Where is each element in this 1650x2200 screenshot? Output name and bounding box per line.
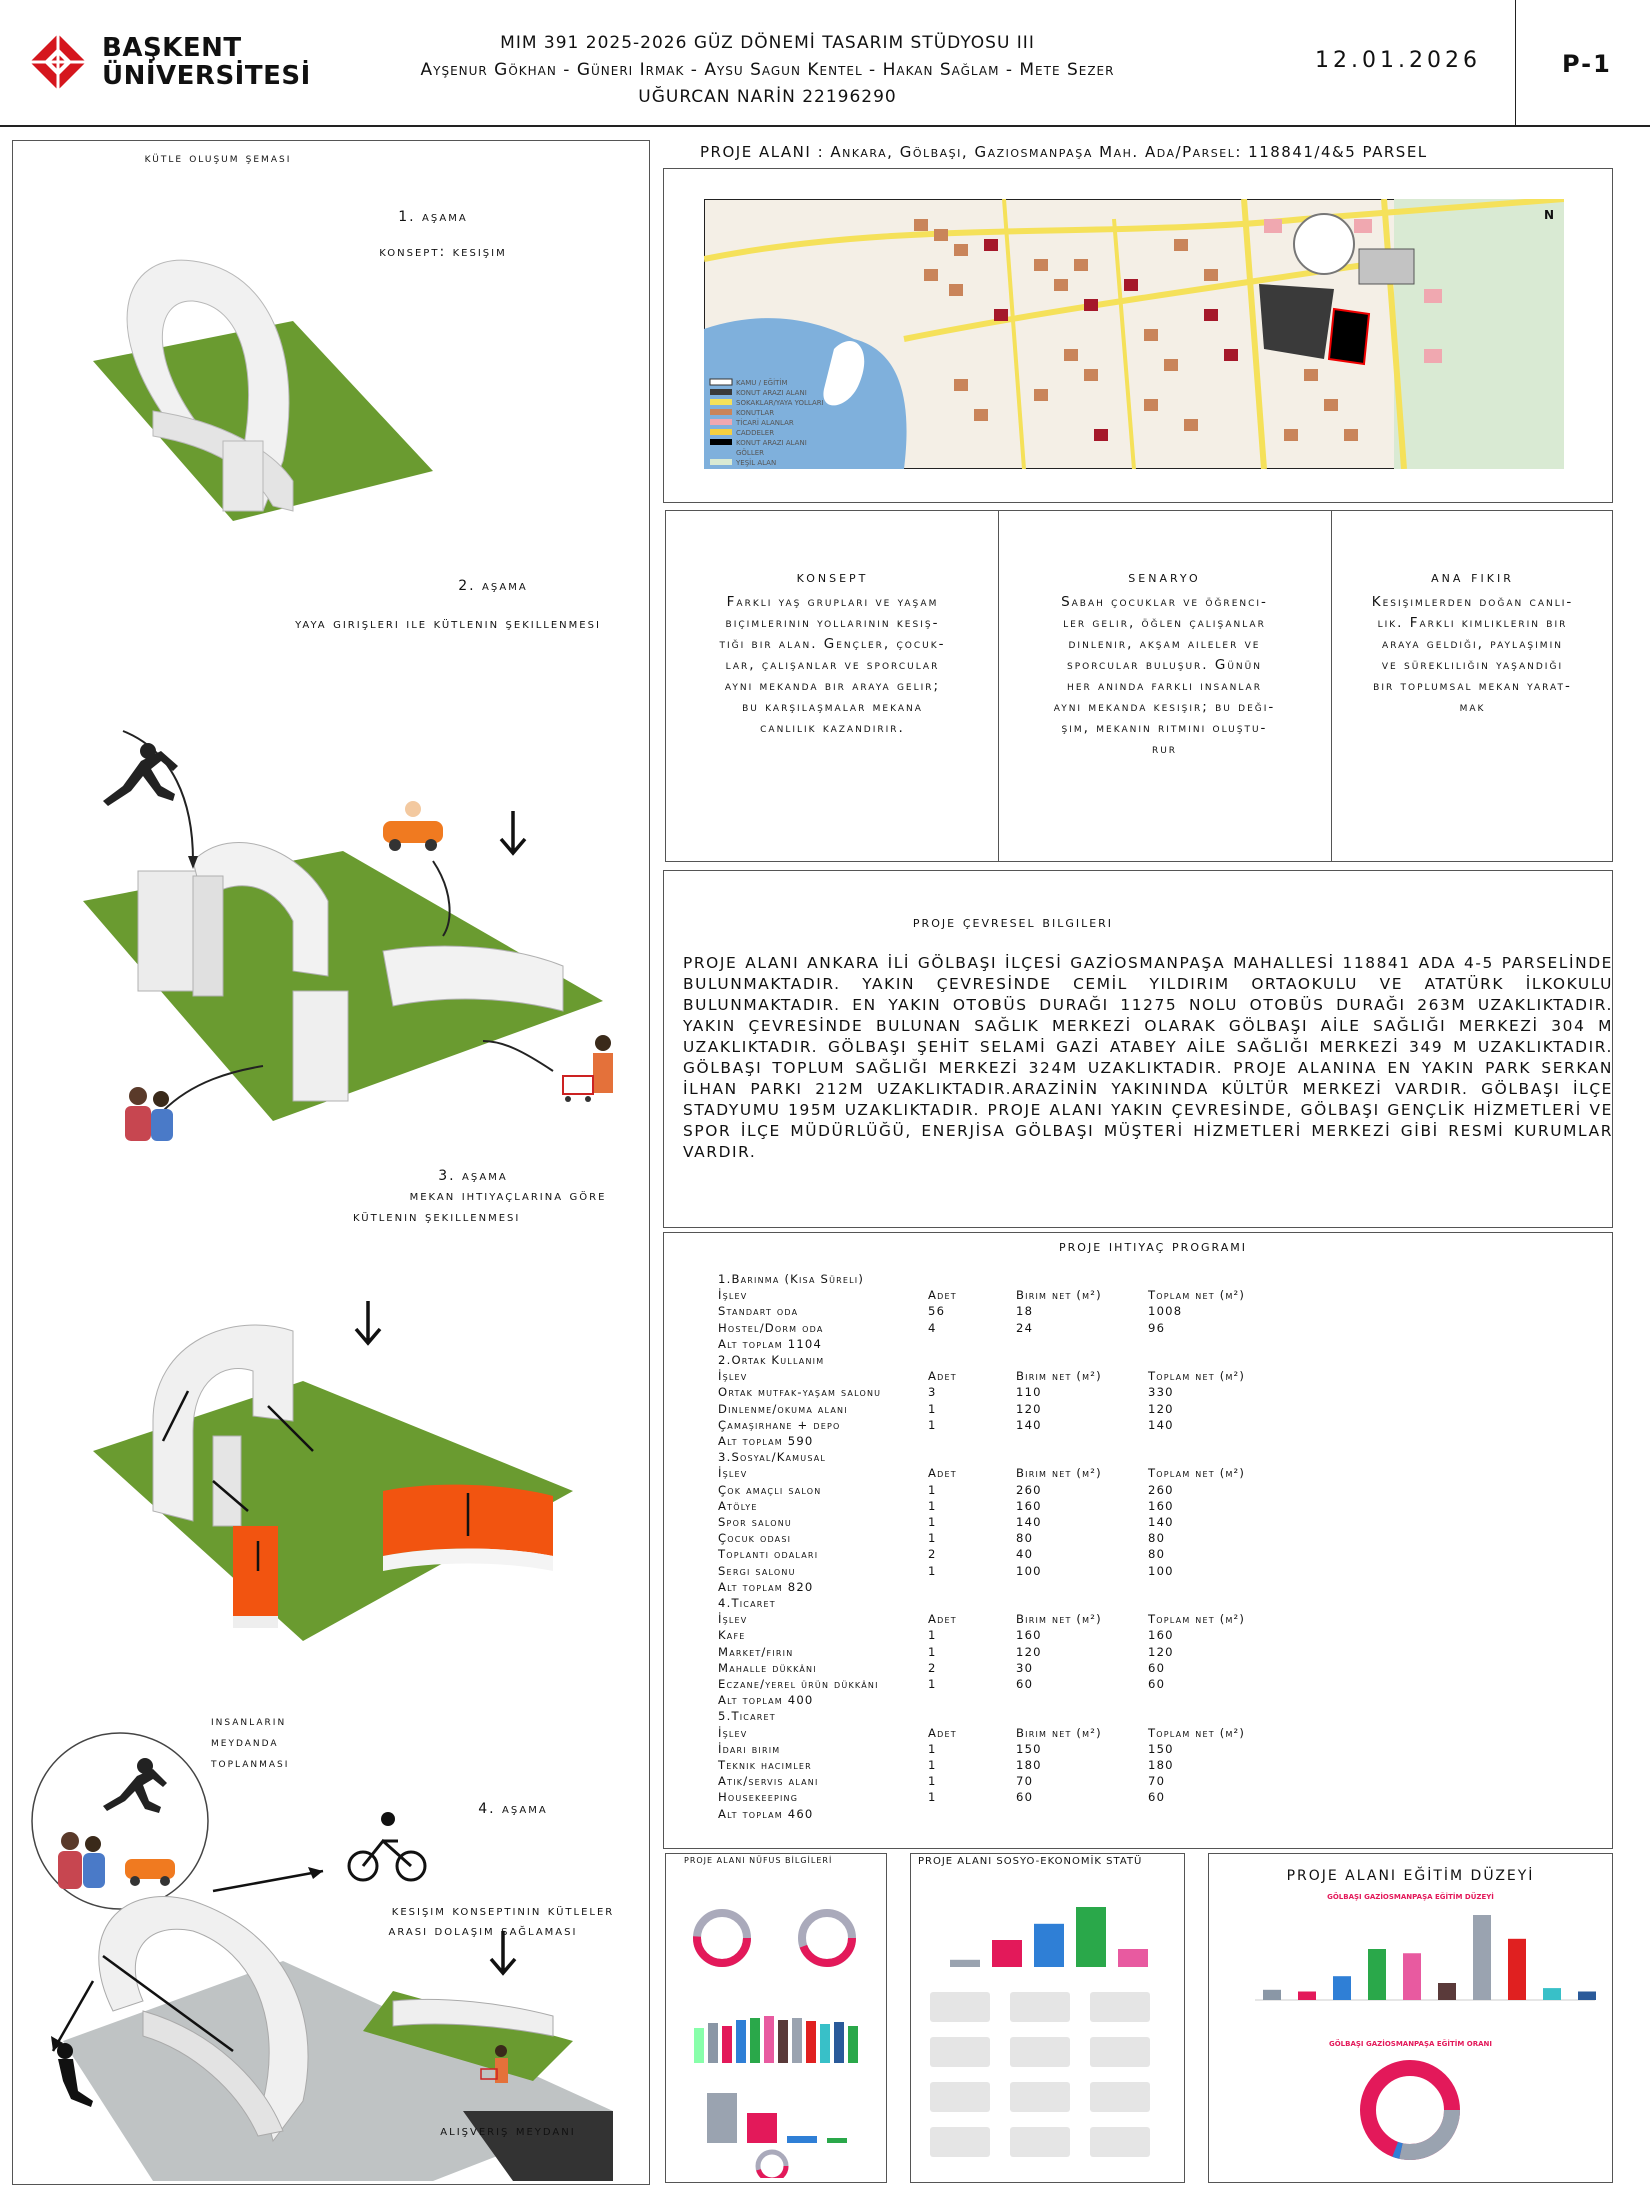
program-cell: 4: [928, 1320, 937, 1335]
university-logo-icon: [18, 32, 100, 92]
program-cell: Standart oda: [718, 1304, 799, 1319]
program-cell: Eczane/yerel ürün dükkânı: [718, 1677, 879, 1691]
program-cell: 80: [1148, 1547, 1166, 1562]
education-bar: [1578, 1992, 1596, 2001]
svg-text:GÖLLER: GÖLLER: [736, 449, 765, 457]
program-cell: İşlev: [718, 1369, 748, 1384]
program-cell: 140: [1016, 1515, 1042, 1529]
program-cell: 1: [928, 1628, 937, 1643]
scenario-text: senaryo Sabah çocuklar ve öğrenci- ler gelir, öğlen çalışanlar dinlenir, akşam aileler ve sporcular buluşur. Günün her anında farklı insanlar aynı mekanda kesişir; bu deği- şim, mekanın ritmini oluştu- rur: [1002, 567, 1327, 760]
program-cell: Kafe: [718, 1628, 746, 1643]
shopping-square-label: alışveriş meydanı: [440, 2123, 576, 2139]
program-cell: 70: [1148, 1774, 1166, 1789]
stage3-title: 3. aşama: [438, 1168, 508, 1184]
svg-text:TİCARİ ALANLAR: TİCARİ ALANLAR: [736, 419, 794, 427]
student-name: UĞURCAN NARİN 22196290: [638, 87, 897, 107]
stage1-model-icon: [53, 211, 493, 541]
program-cell: Alt toplam 1104: [718, 1336, 823, 1351]
program-cell: 120: [1016, 1401, 1042, 1416]
mass-formation-title: kütle oluşum şeması: [144, 151, 292, 166]
program-cell: 1008: [1148, 1304, 1183, 1319]
program-cell: Alt toplam 590: [718, 1434, 814, 1448]
socio-title: PROJE ALANI SOSYO-EKONOMİK STATÜ: [918, 1856, 1143, 1867]
stage2-model-icon: [43, 601, 643, 1161]
program-cell: Toplam net (m²): [1148, 1288, 1246, 1303]
svg-text:YEŞİL ALAN: YEŞİL ALAN: [736, 459, 777, 467]
program-cell: Toplantı odaları: [718, 1547, 819, 1562]
program-cell: 160: [1148, 1628, 1174, 1643]
socio-chart: [920, 1872, 1175, 2177]
education-bar: [1508, 1939, 1526, 2000]
program-cell: 180: [1148, 1758, 1174, 1772]
program-cell: 60: [1148, 1660, 1166, 1675]
socio-bar: [1076, 1907, 1106, 1967]
stage2-subtitle: yaya girişleri ile kütlenin şekillenmesi: [295, 616, 601, 632]
program-cell: Çamaşırhane + depo: [718, 1417, 841, 1432]
program-cell: 70: [1016, 1774, 1034, 1789]
stage3-model-icon: [53, 1221, 613, 1671]
program-cell: Atık/servis alanı: [718, 1774, 819, 1789]
program-cell: İşlev: [718, 1725, 748, 1740]
program-cell: Çok amaçlı salon: [718, 1482, 822, 1497]
header-info: [275, 30, 1260, 111]
program-cell: 18: [1016, 1304, 1034, 1319]
education-bar: [1333, 1976, 1351, 2000]
program-cell: 120: [1148, 1401, 1174, 1416]
environment-text: PROJE ALANI ANKARA İLİ GÖLBAŞI İLÇESİ GAZİOSMANPAŞA MAHALLESİ 118841 ADA 4-5 PARSELİNDE BULUNMAKTADIR. YAKIN ÇEVRESİNDE CEMİL YILDIRIM ORTAOKULU VE ATATÜRK İLKOKULU BULUNMAKTADIR. EN YAKIN OTOBÜS DURAĞI 11275 NOLU OTOBÜS DURAĞI 263M UZAKLIKTADIR. YAKIN ÇEVRESİNDE BULUNAN SAĞLIK MERKEZİ OLARAK GÖLBAŞI AİLE SAĞLIĞI MERKEZİ 304 M UZAKLIKTADIR. GÖLBAŞI ŞEHİT SELAMİ GAZİ ATABEY AİLE SAĞLIĞI MERKEZİ 349 M UZAKLIKTADIR. GÖLBAŞI TOPLUM SAĞLIĞI MERKEZİ 324M UZAKLIKTADIR. PROJE ALANINA EN YAKIN PARK SERKAN İLHAN PARKI 212M UZAKLIKTADIR.ARAZİNİN YAKININDA KÜLTÜR MERKEZİ VARDIR. GÖLBAŞI İLÇE STADYUMU 195M UZAKLIKTADIR. PROJE ALANI YAKIN ÇEVRESİNDE, GÖLBAŞI GENÇLİK HİZMETLERİ VE SPOR İLÇE MÜDÜRLÜĞÜ, ENERJİSA GÖLBAŞI MÜŞTERİ HİZMETLERİ MERKEZİ GİBİ RESMİ KURUMLAR VARDIR.: [683, 954, 1613, 1161]
program-cell: Teknik hacimler: [718, 1758, 812, 1772]
program-cell: 180: [1016, 1758, 1042, 1772]
program-cell: 100: [1148, 1563, 1174, 1578]
education-bar: [1263, 1990, 1281, 2000]
program-cell: Alt toplam 820: [718, 1579, 814, 1594]
program-cell: 150: [1148, 1741, 1174, 1756]
program-cell: Toplam net (m²): [1148, 1725, 1246, 1740]
gathering-text: insanların meydanda toplanması: [211, 1713, 290, 1771]
program-cell: 60: [1016, 1677, 1034, 1691]
program-cell: Alt toplam 400: [718, 1693, 814, 1708]
svg-text:SOKAKLAR/YAYA YOLLARI: SOKAKLAR/YAYA YOLLARI: [736, 399, 824, 407]
program-cell: Ortak mutfak-yaşam salonu: [718, 1385, 882, 1400]
program-cell: 120: [1148, 1644, 1174, 1659]
program-cell: Adet: [928, 1466, 957, 1481]
program-cell: 1: [928, 1417, 937, 1432]
program-cell: 80: [1016, 1531, 1034, 1546]
program-cell: Toplam net (m²): [1148, 1612, 1246, 1627]
program-cell: 1: [928, 1515, 937, 1529]
program-cell: 1: [928, 1531, 937, 1546]
header-divider: [1515, 0, 1516, 125]
education-bar: [1438, 1983, 1456, 2000]
stage4-title: 4. aşama: [478, 1801, 548, 1817]
program-cell: 60: [1016, 1790, 1034, 1805]
program-cell: 30: [1016, 1660, 1034, 1675]
map-legend: [710, 379, 732, 465]
education-bar-chart: [1225, 1905, 1600, 2010]
program-cell: 1: [928, 1563, 937, 1578]
program-cell: Birim net (m²): [1016, 1466, 1102, 1481]
education-bar: [1368, 1949, 1386, 2000]
program-cell: 1: [928, 1677, 937, 1691]
program-cell: 100: [1016, 1563, 1042, 1578]
program-cell: Atölye: [718, 1498, 758, 1513]
program-cell: İşlev: [718, 1612, 748, 1627]
svg-text:KAMU / EĞİTİM: KAMU / EĞİTİM: [736, 379, 788, 387]
program-cell: 140: [1148, 1515, 1174, 1529]
program-cell: 330: [1148, 1385, 1174, 1400]
concept-text: konsept Farklı yaş grupları ve yaşam biçimlerinin yollarının kesiş- tiği bir alan. Gençler, çocuk- lar, çalışanlar ve sporcular aynı mekanda bir araya gelir; bu karşılaşmalar mekana canlılık kazandırır.: [670, 567, 995, 739]
program-cell: 3: [928, 1385, 937, 1400]
program-cell: 96: [1148, 1320, 1166, 1335]
stage4-subtitle1: kesişim konseptinin kütleler: [391, 1903, 615, 1919]
program-cell: 60: [1148, 1790, 1166, 1805]
sheet-number: P-1: [1562, 50, 1612, 78]
education-bar: [1473, 1915, 1491, 2000]
north-label: N: [1544, 208, 1555, 222]
education-pie-title: GÖLBAŞI GAZİOSMANPAŞA EĞİTİM ORANI: [1328, 2040, 1492, 2048]
stage1-subtitle: konsept: kesişim: [379, 244, 507, 260]
program-cell: 1: [928, 1774, 937, 1789]
program-cell: 110: [1016, 1385, 1042, 1400]
main-idea-title: ana fikir: [1431, 568, 1514, 586]
svg-text:KONUTLAR: KONUTLAR: [736, 409, 775, 417]
mass-formation-panel: [12, 140, 650, 2185]
program-cell: 60: [1148, 1677, 1166, 1691]
program-cell: Market/fırın: [718, 1644, 794, 1659]
program-cell: Çocuk odası: [718, 1531, 792, 1546]
education-bar: [1298, 1992, 1316, 2001]
program-cell: Adet: [928, 1725, 957, 1740]
program-cell: 4.Ticaret: [718, 1596, 776, 1610]
main-idea-text: ana fikir Kesişimlerden doğan canlı- lık. Farklı kimliklerin bir araya geldiği, paylaşımın ve sürekliliğin yaşandığı bir toplumsal mekan yarat- mak: [1335, 567, 1610, 718]
program-cell: 80: [1148, 1531, 1166, 1546]
program-cell: Toplam net (m²): [1148, 1369, 1246, 1384]
program-cell: 1: [928, 1790, 937, 1805]
program-cell: Alt toplam 460: [718, 1806, 814, 1821]
program-cell: 1.Barınma (Kısa Süreli): [718, 1272, 865, 1286]
program-cell: Spor salonu: [718, 1515, 792, 1529]
program-cell: Birim net (m²): [1016, 1725, 1102, 1740]
program-cell: 1: [928, 1644, 937, 1659]
population-chart-icon: [672, 1868, 882, 2178]
program-cell: 1: [928, 1401, 937, 1416]
program-cell: 160: [1016, 1628, 1042, 1643]
course-title: MIM 391 2025-2026 GÜZ DÖNEMİ TASARIM STÜDYOSU III: [500, 33, 1035, 53]
instructors: Ayşenur Gökhan - Güneri Irmak - Aysu Sagun Kentel - Hakan Sağlam - Mete Sezer: [420, 60, 1115, 80]
site-title: PROJE ALANI : Ankara, Gölbaşı, Gaziosmanpaşa Mah. Ada/Parsel: 118841/4&5 PARSEL: [700, 143, 1428, 161]
program-cell: 2: [928, 1547, 937, 1562]
program-cell: 160: [1148, 1498, 1174, 1513]
program-cell: 2: [928, 1660, 937, 1675]
stage1-title: 1. aşama: [398, 209, 468, 225]
program-cell: Adet: [928, 1612, 957, 1627]
education-bar: [1403, 1953, 1421, 2000]
program-cell: 2.Ortak Kullanım: [718, 1353, 825, 1367]
stage2-title: 2. aşama: [458, 578, 528, 594]
program-cell: 56: [928, 1304, 946, 1319]
program-cell: 1: [928, 1758, 937, 1772]
program-cell: 160: [1016, 1498, 1042, 1513]
program-cell: İşlev: [718, 1288, 748, 1303]
program-cell: Birim net (m²): [1016, 1288, 1102, 1303]
program-cell: 260: [1148, 1482, 1174, 1497]
population-title: PROJE ALANI NÜFUS BİLGİLERİ: [684, 1856, 833, 1865]
program-cell: Birim net (m²): [1016, 1612, 1102, 1627]
program-title: proje ihtiyaç programı: [1059, 1237, 1247, 1255]
stage4-model-icon: [33, 1781, 633, 2181]
stage4-subtitle2: arası dolaşım sağlaması: [388, 1923, 578, 1939]
svg-text:KONUT ARAZI ALANI: KONUT ARAZI ALANI: [736, 389, 807, 397]
program-cell: Sergi salonu: [718, 1563, 796, 1578]
program-cell: 140: [1148, 1417, 1174, 1432]
program-cell: 1: [928, 1741, 937, 1756]
program-cell: 5.Ticaret: [718, 1709, 776, 1724]
program-cell: 1: [928, 1498, 937, 1513]
program-cell: Adet: [928, 1369, 957, 1384]
program-cell: Toplam net (m²): [1148, 1466, 1246, 1481]
program-cell: 260: [1016, 1482, 1042, 1497]
socio-bar: [992, 1940, 1022, 1967]
stage3-subtitle1: mekan ihtiyaçlarına göre: [409, 1188, 607, 1204]
program-cell: Adet: [928, 1288, 957, 1303]
date: 12.01.2026: [1315, 48, 1481, 73]
university-name: BAŞKENT ÜNİVERSİTESİ: [102, 33, 311, 91]
program-cell: Dinlenme/okuma alanı: [718, 1401, 848, 1416]
socio-bar: [1118, 1949, 1148, 1967]
program-cell: 120: [1016, 1644, 1042, 1659]
program-cell: Birim net (m²): [1016, 1369, 1102, 1384]
program-cell: Hostel/Dorm oda: [718, 1320, 824, 1335]
socio-bar: [950, 1960, 980, 1967]
program-cell: 3.Sosyal/Kamusal: [718, 1450, 827, 1465]
program-cell: 140: [1016, 1417, 1042, 1432]
program-cell: İşlev: [718, 1466, 748, 1481]
svg-text:KONUT ARAZI ALANI: KONUT ARAZI ALANI: [736, 439, 807, 447]
svg-text:CADDELER: CADDELER: [736, 429, 775, 437]
education-ring-chart-icon: [1340, 2050, 1480, 2170]
environment-title: proje çevresel bilgileri: [912, 913, 1114, 931]
header: [0, 0, 1650, 127]
program-cell: 150: [1016, 1741, 1042, 1756]
scenario-title: senaryo: [1128, 568, 1201, 586]
program-cell: 24: [1016, 1320, 1034, 1335]
concept-title: konsept: [796, 568, 869, 586]
stage3-subtitle2: kütlenin şekillenmesi: [353, 1209, 521, 1225]
education-title: PROJE ALANI EĞİTİM DÜZEYİ: [1286, 1868, 1535, 1884]
site-map-icon: [704, 199, 1564, 469]
program-cell: 40: [1016, 1547, 1034, 1562]
program-cell: 1: [928, 1482, 937, 1497]
program-cell: Housekeeping: [718, 1790, 799, 1805]
program-cell: İdari birim: [718, 1741, 781, 1756]
socio-bar: [1034, 1924, 1064, 1967]
program-cell: Mahalle dükkânı: [718, 1660, 817, 1675]
education-bar-title: GÖLBAŞI GAZİOSMANPAŞA EĞİTİM DÜZEYİ: [1327, 1893, 1494, 1901]
education-bar: [1543, 1988, 1561, 2000]
site-map-panel: [663, 168, 1613, 503]
